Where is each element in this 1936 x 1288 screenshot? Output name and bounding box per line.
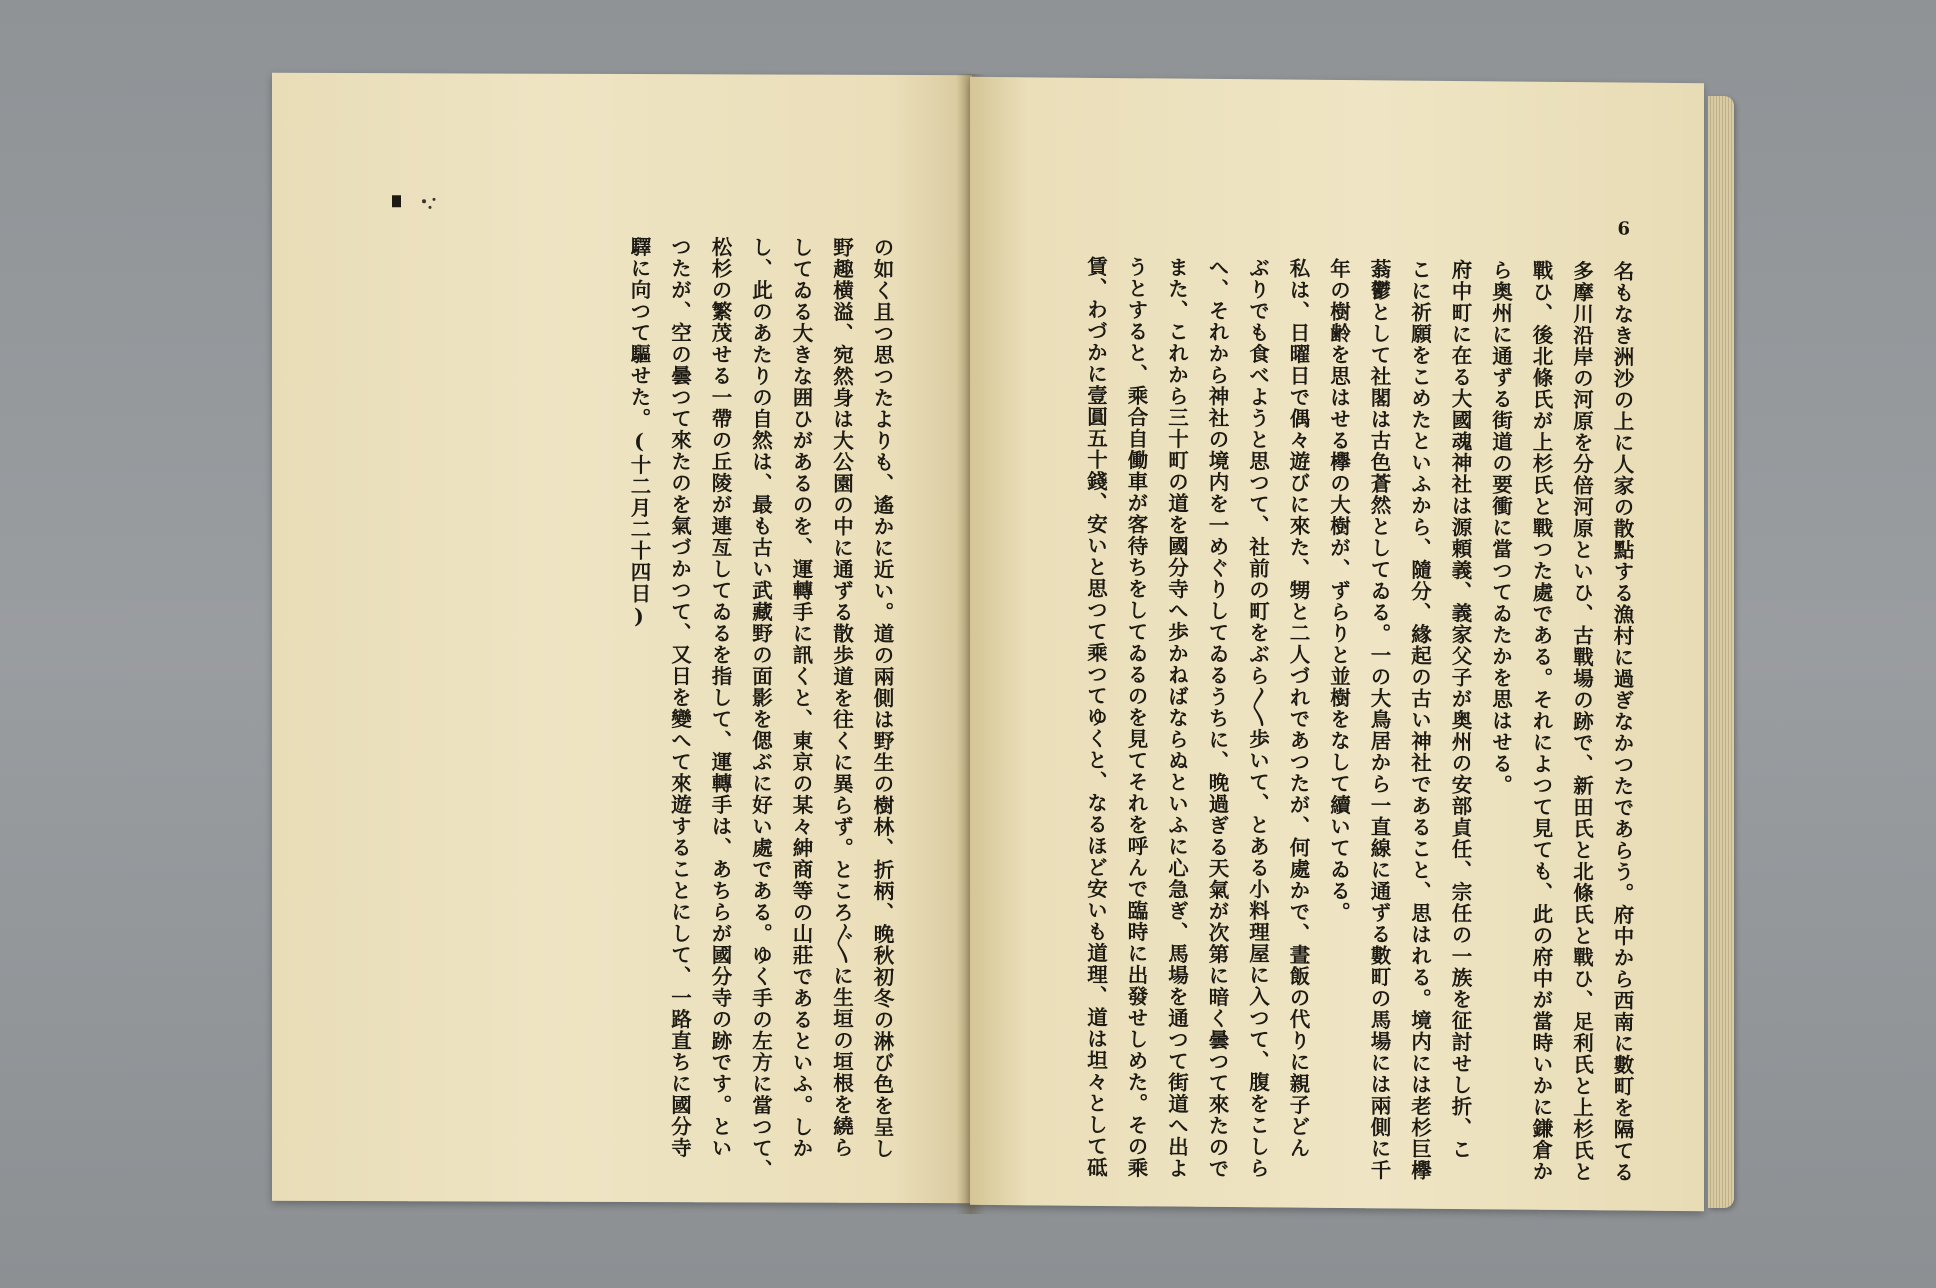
text-column: 賃、わづかに壹圓五十錢、安いと思つて乘つてゆくと、なるほど安いも道理、道は坦々として砥 bbox=[1083, 255, 1108, 1179]
text-column: の如く且つ思つたよりも、遙かに近い。道の兩側は野生の樹林、折柄、晚秋初冬の淋び色を呈し bbox=[870, 236, 894, 1160]
text-column: してゐる大きな囲ひがあるのを、運轉手に訊くと、東京の某々紳商等の山莊であるといふ。しか bbox=[789, 236, 813, 1160]
right-page bbox=[970, 77, 1704, 1211]
text-column: 戰ひ、後北條氏が上杉氏と戰つた處である。それによつて見ても、此の府中が當時いかに鎌倉か bbox=[1529, 259, 1553, 1183]
text-column: 野趣横溢、宛然身は大公園の中に通ずる散歩道を往くに異らず。ところ〴〵に生垣の垣根を繞ら bbox=[829, 236, 854, 1159]
text-column: 年の樹齢を思はせる欅の大樹が、ずらりと並樹をなして續いてゐる。 bbox=[1326, 257, 1351, 924]
open-book bbox=[268, 74, 1718, 1214]
text-column: つたが、空の曇つて來たのを氣づかつて、又日を變へて來遊することにして、一路直ちに國分寺 bbox=[667, 236, 692, 1159]
text-column: し、此のあたりの自然は、最も古い武藏野の面影を偲ぶに好い處である。ゆく手の左方に當つて、 bbox=[748, 236, 773, 1181]
text-column: 私は、日曜日で偶々遊びに來た、甥と二人づれであつたが、何處かで、晝飯の代りに親子どん bbox=[1286, 257, 1310, 1159]
right-page-text bbox=[1075, 255, 1642, 1183]
text-column: うとすると、乘合自働車が客待ちをしてゐるのを見てそれを呼んで臨時に出發せしめた。その乘 bbox=[1124, 256, 1148, 1179]
page-number: 6 bbox=[1617, 218, 1630, 240]
ink-blot-mark bbox=[390, 191, 450, 213]
text-column: こに祈願をこめたといふから、隨分、緣起の古い神社であること、思はれる。境内には老杉巨欅 bbox=[1407, 258, 1432, 1182]
text-column: へ、それから神社の境内を一めぐりしてゐるうちに、晚過ぎる天氣が次第に暗く曇つて來たので bbox=[1205, 256, 1229, 1180]
text-column: 多摩川沿岸の河原を分倍河原といひ、古戰場の跡で、新田氏と北條氏と戰ひ、足利氏と上杉氏と bbox=[1569, 260, 1594, 1183]
text-column: 名もなき洲沙の上に人家の散點する漁村に過ぎなかつたであらう。府中から西南に數町を隔てる bbox=[1610, 260, 1634, 1183]
left-page-text bbox=[619, 236, 903, 1181]
text-column: 松杉の繁茂せる一帶の丘陵が連亙してゐるを指して、運轉手は、あちらが國分寺の跡です。とい bbox=[708, 236, 732, 1159]
text-column: ぶりでも食べようと思つて、社前の町をぶら〳〵歩いて、とある小料理屋に入つて、腹をこしら bbox=[1245, 257, 1270, 1179]
text-column: 府中町に在る大國魂神社は源頼義、義家父子が奥州の安部貞任、宗任の一族を征討せし折、こ bbox=[1448, 258, 1472, 1161]
text-column: 蓊鬱として社閣は古色蒼然としてゐる。一の大鳥居から一直線に通ずる數町の馬場には兩側に千 bbox=[1367, 258, 1391, 1181]
text-column: ら奥州に通ずる街道の要衝に當つてゐたかを思はせる。 bbox=[1488, 259, 1513, 796]
page-edges bbox=[1708, 96, 1734, 1208]
text-column: 驛に向つて驅せた。(十二月二十四日) bbox=[627, 236, 651, 630]
left-page bbox=[272, 73, 972, 1203]
text-column: また、これから三十町の道を國分寺へ歩かねばならぬといふに心急ぎ、馬場を通つて街道へ出よ bbox=[1164, 256, 1189, 1180]
